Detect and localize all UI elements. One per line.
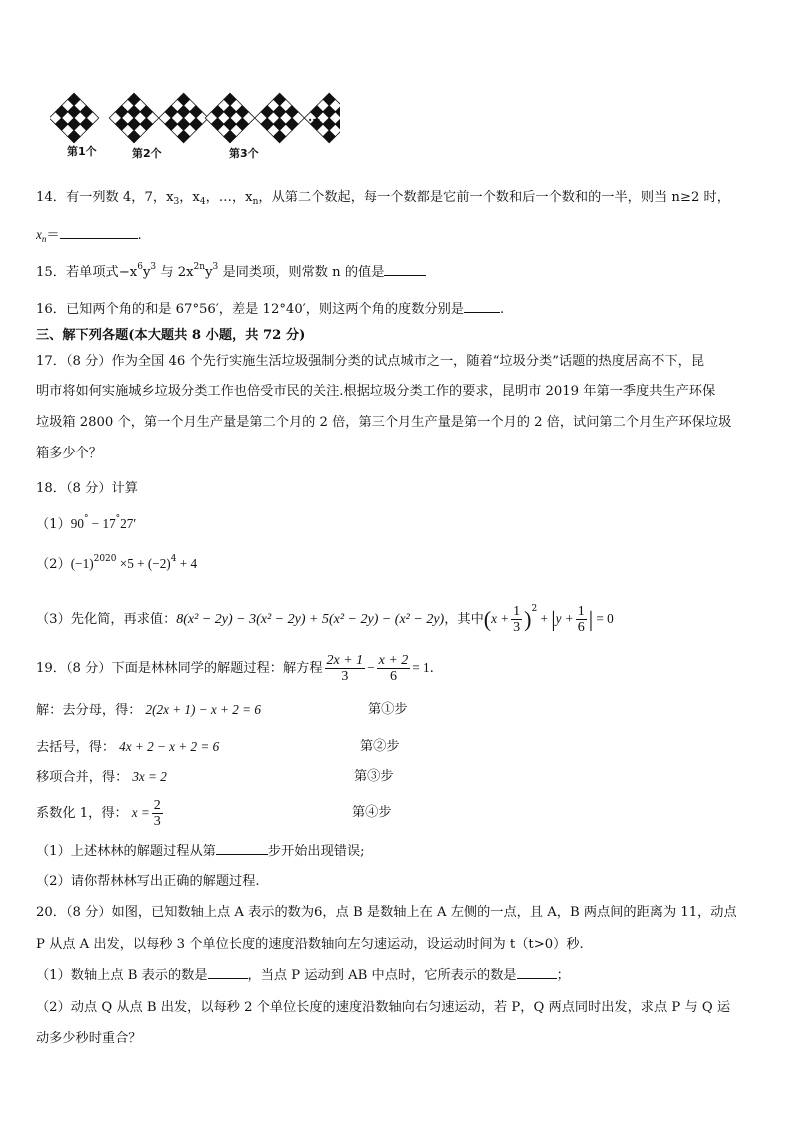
diamond-patterns bbox=[50, 93, 340, 143]
q20-part2-line1: （2）动点 Q 从点 B 出发，以每秒 2 个单位长度的速度沿数轴向右匀速运动，若 P，Q 两点同时出发，求点 P 与 Q 运 bbox=[36, 1000, 731, 1015]
q19-step3: 移项合并，得： 3x = 2 bbox=[36, 769, 167, 785]
q19-step2-marker: 第②步 bbox=[360, 739, 400, 754]
q18-part2: $(2)(-1)^{2020} \times 5 + (-2)^4 + 4$ bbox=[36, 554, 198, 572]
q17-line2: 明市将如何实施城乡垃圾分类工作也倍受市民的关注.根据垃圾分类工作的要求，昆明市 2019 年第一季度共生产环保 bbox=[36, 384, 716, 399]
q20-line1: 20．（8 分）如图，已知数轴上点 A 表示的数为6，点 B 是数轴上在 A 左侧的一点，且 A，B 两点间的距离为 11，动点 bbox=[36, 905, 737, 920]
fraction-1: $\frac{2x + 1}{3}$ bbox=[326, 653, 364, 684]
q16: 16．已知两个角的和是 67°56′，差是 12°40′，则这两个角的度数分别是 . bbox=[36, 302, 505, 317]
fraction-two-thirds: $\frac{2}{3}$ bbox=[153, 798, 161, 829]
figure-caption-1: 第1个 bbox=[67, 145, 97, 158]
q15: 15．若单项式$-x^6y^3$ 与 $2x^{2n}y^3$ 是同类项，则常数 n 的值是 bbox=[36, 263, 426, 283]
q19-part2: （2）请你帮林林写出正确的解题过程. bbox=[36, 874, 260, 889]
q19-step2: 去括号，得： 4x + 2 − x + 2 = 6 bbox=[36, 739, 220, 755]
fraction-2: $\frac{x + 2}{6}$ bbox=[378, 653, 409, 684]
q19-step4-marker: 第④步 bbox=[352, 805, 392, 820]
q20-line2: P 从点 A 出发，以每秒 3 个单位长度的速度沿数轴向左匀速运动，设运动时间为 t（t>0）秒. bbox=[36, 937, 584, 952]
q19-step1: 解：去分母，得： 2(2x + 1) − x + 2 = 6 bbox=[36, 702, 261, 718]
answer-blank[interactable] bbox=[60, 226, 138, 239]
section-header: 三、解下列各题(本大题共 8 小题，共 72 分) bbox=[36, 328, 306, 343]
answer-blank[interactable] bbox=[517, 966, 557, 979]
answer-blank[interactable] bbox=[384, 263, 426, 276]
answer-blank[interactable] bbox=[208, 966, 248, 979]
q14-line2: $x_n=$ . bbox=[36, 227, 142, 244]
fraction-one-sixth: $\frac{1}{6}$ bbox=[577, 604, 585, 635]
figure-caption-2: 第2个 bbox=[132, 147, 162, 160]
q17-line4: 箱多少个？ bbox=[36, 446, 102, 461]
answer-blank[interactable] bbox=[464, 300, 500, 313]
q19-step3-marker: 第③步 bbox=[354, 769, 394, 784]
q17-line3: 垃圾箱 2800 个，第一个月生产量是第二个月的 2 倍，第三个月生产量是第一个月的 2 倍，试问第二个月生产环保垃圾 bbox=[36, 415, 732, 430]
q18-part1: （1）90° − 17°27′ bbox=[36, 514, 137, 532]
q14-line1: 14．有一列数 4，7，$x_3$，$x_4$，…，$x_n$，从第二个数起，每一个数都是它前一个数和后一个数和的一半，则当 n≥2 时， bbox=[36, 190, 730, 207]
answer-blank[interactable] bbox=[216, 842, 268, 855]
q17-line1: 17．（8 分）作为全国 46 个先行实施生活垃圾强制分类的试点城市之一，随着“垃圾分类”话题的热度居高不下，昆 bbox=[36, 354, 705, 369]
q20-part1: （1）数轴上点 B 表示的数是 ，当点 P 运动到 AB 中点时，它所表示的数是 ； bbox=[36, 968, 570, 983]
q18-part3: （3）先化简，再求值：8(x² − 2y) − 3(x² − 2y) + 5(x² − 2y) − (x² − 2y)，其中(x + $\frac{1}{3}$ )$^2$ + |y + $\frac{1}{6}$ | = 0 bbox=[36, 604, 614, 635]
q19-title: 19．（8 分）下面是林林同学的解题过程：解方程 $\frac{2x + 1}{3}$ − $\frac{x + 2}{6}$ = 1. bbox=[36, 653, 434, 684]
q18-title: 18．（8 分）计算 bbox=[36, 481, 138, 496]
figure-ellipsis: ··· bbox=[308, 113, 321, 127]
q20-part2-line2: 动多少秒时重合？ bbox=[36, 1031, 142, 1046]
q19-step1-marker: 第①步 bbox=[368, 702, 408, 717]
figure-caption-3: 第3个 bbox=[229, 147, 259, 160]
q19-part1: （1）上述林林的解题过程从第 步开始出现错误; bbox=[36, 844, 365, 859]
q19-step4: 系数化 1，得： x = $\frac{2}{3}$ bbox=[36, 798, 161, 829]
fraction-one-third: $\frac{1}{3}$ bbox=[513, 604, 521, 635]
